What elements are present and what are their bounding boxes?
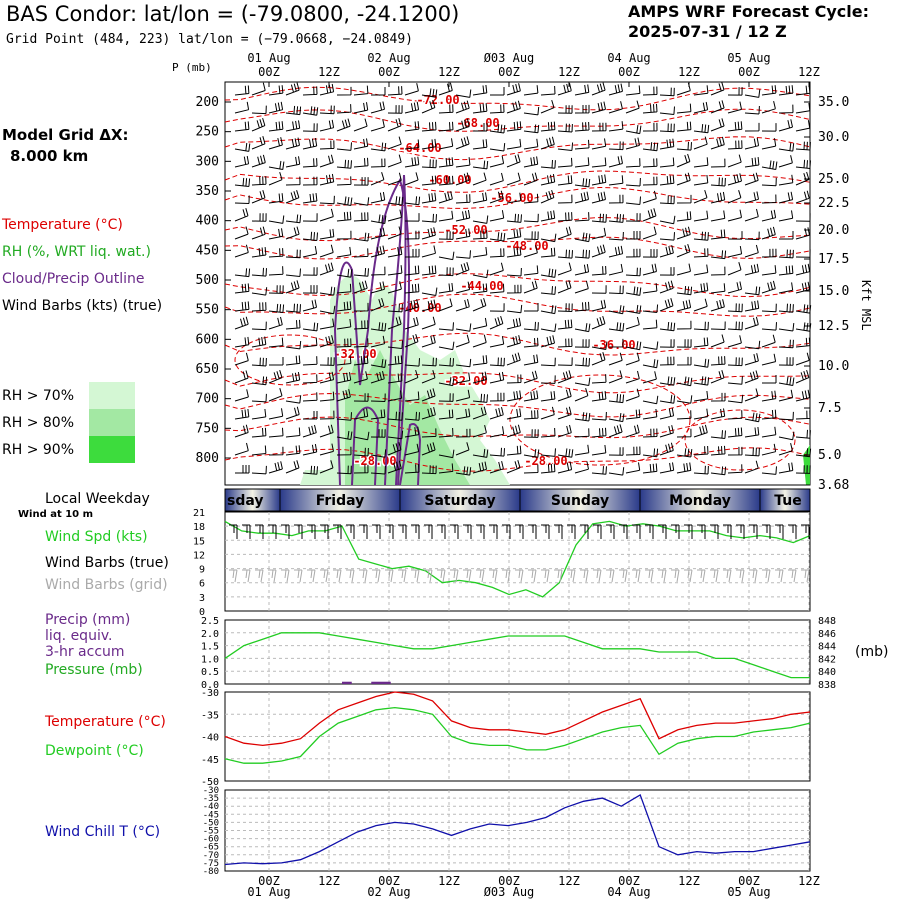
wind-chill-tick-label: -35 <box>202 794 219 805</box>
weekday-label: Sunday <box>550 493 610 509</box>
pressure-tick-label: 200 <box>195 95 219 110</box>
precip-accum-label: 3-hr accum <box>45 644 125 660</box>
date-label-bottom: 02 Aug <box>367 885 411 899</box>
wind-chill-tick-label: -55 <box>202 826 219 837</box>
pressure-tick-label: 800 <box>195 451 219 466</box>
legend-swatch-rh-70 <box>89 382 135 409</box>
legend-swatch-rh-80 <box>89 409 135 436</box>
height-tick-label: 5.0 <box>818 448 842 463</box>
pressure-tick-label: 550 <box>195 302 219 318</box>
hour-label-bottom: 00Z <box>258 874 280 888</box>
wind-chill-tick-label: -75 <box>202 858 219 869</box>
wind-chill-tick-label: -70 <box>202 850 219 861</box>
height-tick-label: 35.0 <box>818 95 850 110</box>
temperature-tick-label: -50 <box>200 777 219 788</box>
weekday-label: Saturday <box>424 493 496 509</box>
pressure-tick-label: 838 <box>818 680 837 691</box>
temperature-contour-label: -72.00 <box>416 93 460 107</box>
precip-tick-label: 1.5 <box>200 641 219 653</box>
wind-chill-tick-label: -30 <box>202 786 219 796</box>
hour-label-top: 12Z <box>678 65 700 79</box>
wind-chill-tick-label: -60 <box>202 834 219 845</box>
height-axis-label: Kft MSL <box>859 280 873 331</box>
height-tick-label: 25.0 <box>818 172 850 187</box>
hour-label-bottom: 12Z <box>678 874 700 888</box>
temperature-contour-label: -40.00 <box>398 301 442 315</box>
date-label-top: 04 Aug <box>607 51 651 65</box>
legend-cloud: Cloud/Precip Outline <box>2 271 145 287</box>
height-tick-label: 3.68 <box>818 478 850 493</box>
pressure-tick-label: 848 <box>818 616 837 627</box>
precip-bar <box>371 682 381 684</box>
temperature-contour-label: -36.00 <box>592 338 636 352</box>
date-label-top: Ø03 Aug <box>483 51 535 65</box>
dewpoint-label: Dewpoint (°C) <box>45 743 144 759</box>
weekday-label: sday <box>227 493 264 509</box>
pressure-unit-label: (mb) <box>855 644 889 660</box>
pressure-tick-label: 600 <box>195 332 219 348</box>
hour-label-top: 12Z <box>798 65 820 79</box>
temperature-tick-label: -35 <box>200 710 219 722</box>
pressure-tick-label: 750 <box>195 421 219 437</box>
temperature-contour-label: -48.00 <box>505 239 549 253</box>
wind-speed-tick-label: 21 <box>192 508 205 519</box>
wind-barbs-grid-label: Wind Barbs (grid) <box>45 577 168 593</box>
wind-speed-label: Wind Spd (kts) <box>45 529 148 545</box>
precip-tick-label: 2.0 <box>200 628 219 640</box>
pressure-tick-label: 844 <box>818 641 837 653</box>
wind-speed-tick-label: 9 <box>198 564 205 576</box>
height-tick-label: 20.0 <box>818 223 850 238</box>
pressure-tick-label: 400 <box>195 213 219 229</box>
model-grid-value: 8.000 km <box>10 147 89 165</box>
precip-bar <box>381 682 391 684</box>
forecast-cycle-label: AMPS WRF Forecast Cycle: <box>628 2 870 21</box>
hour-label-bottom: 12Z <box>438 874 460 888</box>
precip-tick-label: 1.0 <box>200 654 219 666</box>
pressure-tick-label: 500 <box>195 273 219 288</box>
temperature-contour-label: -32.00 <box>333 347 377 361</box>
pressure-tick-label: 450 <box>195 243 219 259</box>
date-label-top: 02 Aug <box>367 51 411 65</box>
hour-label-top: 00Z <box>378 65 400 79</box>
date-label-bottom: 01 Aug <box>247 885 291 899</box>
temperature-contour-label: -44.00 <box>460 279 504 293</box>
pressure-tick-label: 846 <box>818 628 837 640</box>
temperature-label: Temperature (°C) <box>45 714 166 730</box>
legend-temperature: Temperature (°C) <box>2 217 123 233</box>
precip-bar <box>342 682 352 684</box>
pressure-axis-label: P (mb) <box>172 61 212 74</box>
pressure-tick-label: 840 <box>818 667 837 679</box>
hour-label-top: 12Z <box>438 65 460 79</box>
wind-speed-tick-label: 18 <box>192 522 205 534</box>
hour-label-top: 12Z <box>318 65 340 79</box>
temperature-contour-label: -60.00 <box>428 173 472 187</box>
height-tick-label: 22.5 <box>818 196 850 211</box>
weekday-label: Friday <box>315 493 365 509</box>
wind-speed-tick-label: 12 <box>192 550 205 562</box>
weekday-label: Monday <box>669 493 731 509</box>
legend-rh: RH (%, WRT liq. wat.) <box>2 244 151 260</box>
legend-rh-80: RH > 80% <box>2 415 75 431</box>
pressure-tick-label: 650 <box>195 362 219 377</box>
legend-wind-barbs: Wind Barbs (kts) (true) <box>2 298 163 314</box>
temperature-tick-label: -30 <box>200 688 219 699</box>
cross-section-layer <box>196 82 850 493</box>
pressure-tick-label: 250 <box>195 124 219 140</box>
height-tick-label: 30.0 <box>818 130 850 145</box>
temperature-contour-label: -52.00 <box>444 223 488 237</box>
precip-liq-label: liq. equiv. <box>45 628 113 644</box>
precip-pressure-panel-frame <box>225 620 810 684</box>
hour-label-bottom: 12Z <box>558 874 580 888</box>
precip-tick-label: 0.0 <box>200 680 219 691</box>
hour-label-bottom: 12Z <box>798 874 820 888</box>
temperature-contour-label: -28.00 <box>353 454 397 468</box>
legend-rh-90: RH > 90% <box>2 442 75 458</box>
wind-chill-tick-label: -65 <box>202 842 219 853</box>
hour-label-bottom: 00Z <box>618 874 640 888</box>
wind-chill-tick-label: -40 <box>202 802 219 813</box>
wind-speed-tick-label: 15 <box>192 536 205 548</box>
wind-chill-label: Wind Chill T (°C) <box>45 824 161 840</box>
temperature-contour-label: -32.00 <box>444 374 488 388</box>
hour-label-top: 00Z <box>258 65 280 79</box>
temperature-contour-label: -68.00 <box>456 116 500 130</box>
hour-label-top: 00Z <box>738 65 760 79</box>
pressure-tick-label: 842 <box>818 654 837 666</box>
pressure-tick-label: 700 <box>195 391 219 407</box>
hour-label-top: 12Z <box>558 65 580 79</box>
weekday-label: Tue <box>774 493 802 509</box>
pressure-tick-label: 300 <box>195 154 219 170</box>
hour-label-top: 00Z <box>498 65 520 79</box>
wind-chill-panel-frame <box>225 790 810 871</box>
wind-speed-panel-frame <box>225 512 810 611</box>
wind-chill-tick-label: -45 <box>202 810 219 821</box>
hour-label-bottom: 00Z <box>498 874 520 888</box>
date-label-bottom: Ø03 Aug <box>483 885 535 899</box>
temperature-contour-label: -56.00 <box>490 191 534 205</box>
grid-point-label: Grid Point (484, 223) lat/lon = (−79.0668, −24.0849) <box>6 32 413 47</box>
date-label-top: 05 Aug <box>727 51 771 65</box>
local-weekday-label: Local Weekday <box>45 491 150 507</box>
wind-speed-tick-label: 6 <box>198 578 205 590</box>
wind-chill-tick-label: -80 <box>202 867 219 877</box>
precip-label: Precip (mm) <box>45 612 131 628</box>
page-title: BAS Condor: lat/lon = (-79.0800, -24.1200) <box>6 2 460 26</box>
legend-swatch-rh-90 <box>89 436 135 463</box>
wind-chill-tick-label: -50 <box>202 818 219 829</box>
hour-label-top: 00Z <box>618 65 640 79</box>
hour-label-bottom: 00Z <box>378 874 400 888</box>
wind-10m-label: Wind at 10 m <box>18 509 94 520</box>
date-label-bottom: 04 Aug <box>607 885 651 899</box>
date-label-top: 01 Aug <box>247 51 291 65</box>
height-tick-label: 15.0 <box>818 284 850 299</box>
wind-speed-tick-label: 0 <box>198 607 205 618</box>
model-grid-label: Model Grid ΔX: <box>2 126 129 144</box>
height-tick-label: 17.5 <box>818 252 850 267</box>
height-tick-label: 12.5 <box>818 319 850 334</box>
pressure-label: Pressure (mb) <box>45 662 143 678</box>
temperature-contour-label: -64.00 <box>398 141 442 155</box>
precip-tick-label: 0.5 <box>200 667 219 679</box>
wind-barbs-true-label: Wind Barbs (true) <box>45 555 169 571</box>
temperature-tick-label: -40 <box>200 732 219 744</box>
height-tick-label: 7.5 <box>818 401 842 416</box>
precip-tick-label: 2.5 <box>200 616 219 627</box>
pressure-tick-label: 350 <box>195 184 219 199</box>
hour-label-bottom: 12Z <box>318 874 340 888</box>
wind-speed-tick-label: 3 <box>198 592 205 604</box>
temperature-tick-label: -45 <box>200 754 219 766</box>
temperature-contour-label: -28.00 <box>524 454 568 468</box>
height-tick-label: 10.0 <box>818 359 850 374</box>
legend-rh-70: RH > 70% <box>2 388 75 404</box>
date-label-bottom: 05 Aug <box>727 885 771 899</box>
forecast-cycle-value: 2025-07-31 / 12 Z <box>628 22 787 41</box>
hour-label-bottom: 00Z <box>738 874 760 888</box>
